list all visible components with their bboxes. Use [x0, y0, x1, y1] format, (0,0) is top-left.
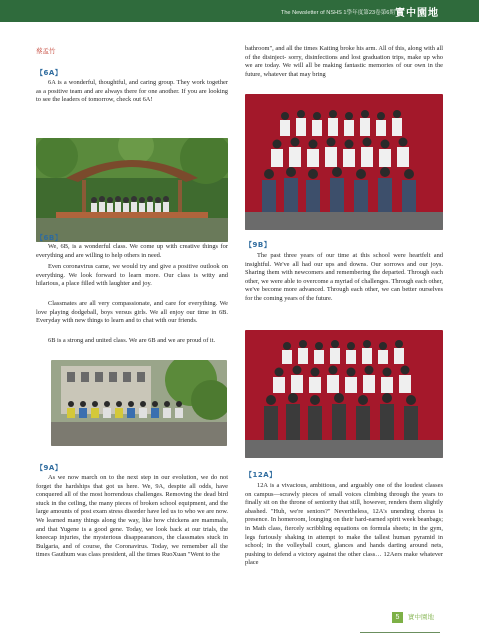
author-name: 蔡孟竹 — [36, 48, 56, 55]
text-9a: As we now march on to the next step in our evolution, we do not forget the hardships that got us here. We, 9A, despite all odds, have conquered all of the most horrendous challenges. Removing the dead bird stuck in the ceiling, the many pieces of broken school equipment, and the large amounts of post exam stress disorder have led us to who we are now. We learned many things along the way, like how chickens are mammals, and that Yugene is a good gene. Today, we look back at our trials, the kneecap injuries, the mysterious disappearances, the classmates stuck in Bulgaria, and of course, the Coronavirus. Today, we remember all the times Gauthum was class president, all the times RuoXuan "Went to the — [36, 474, 228, 559]
newsletter-banner — [0, 0, 479, 22]
photo-9a — [245, 330, 443, 458]
photo-6a — [36, 138, 228, 242]
heading-6a: 【6A】 — [36, 69, 63, 77]
heading-12a: 【12A】 — [245, 471, 277, 479]
text-6a: 6A is a wonderful, thoughtful, and caring group. They work together as a positive team and are always there for one another. If you are looking to see the leaders of tomorrow, check out 6A! — [36, 79, 228, 104]
newsletter-brand: 實中園地 — [395, 8, 439, 19]
text-6b-p4: 6B is a strong and united class. We are 6B and we are proud of it. — [48, 337, 216, 344]
text-6b-p3: Classmates are all very compassionate, and care for everything. We love playing dodgeball, boys versus girls. We all enjoy our time in 6B. Everyday with new things to learn and to chat with our friends. — [36, 300, 228, 325]
photo-6b — [51, 360, 227, 446]
text-12a: 12A is a vivacious, ambitious, and arguably one of the loudest classes on campus—scrawly pieces of small voices climbing through the years to finally sit on the throne of seniority that still, however, renders them slightly abashed. "Huh, we're seniors?" Nevertheless, 12A's unending chorus is presence. In homeroom, lounging on their hard-earned spirit week beanbags; in Math class, fiercely scribbling equations on formula sheets; in the gym, legs furiously shaking in attempt to make the tallest human pyramid in school; in the volleyball court, glances and hands darting around nets, pushing to defend a victory against the other class… 12Aers make whatever place — [245, 482, 443, 567]
heading-9b: 【9B】 — [245, 241, 272, 249]
text-6b-p1: We, 6B, is a wonderful class. We come up with creative things for everything and are willing to help others in need. — [36, 243, 228, 259]
text-12a-continued: bathroom", and all the times Kaiting broke his arm. All of this, along with all of the disinject- sorry, disinfections and lost graduation trips, make up who we are today. We will all be making fantastic memories of our own in the future, whatever that may bring — [245, 45, 443, 78]
photo-9b — [245, 94, 443, 230]
footer-rule — [360, 632, 440, 633]
page-number: 5 — [392, 612, 403, 623]
newsletter-title: The Newsletter of NSHS 1學年度第23卷第6期 — [280, 10, 395, 16]
heading-9a: 【9A】 — [36, 464, 63, 472]
footer-brand: 實中園地 — [408, 613, 434, 621]
text-6b-p2: Even coronavirus came, we would try and give a positive outlook on everything. We look forward to learn more. Our class is witty and hilarious, a place filled with laughter and joy. — [36, 263, 228, 288]
heading-6b: 【6B】 — [36, 234, 63, 242]
text-9b: The past three years of our time at this school were heartfelt and insightful. We've all had our ups and downs. Our sorrows and our joys. Sharing them with newcomers and remembering the departed. Through each other, we were able to overcome a myriad of challenges. Through each other, we've become more advanced. Through each other, we can better ourselves for the coming years of the future. — [245, 252, 443, 302]
